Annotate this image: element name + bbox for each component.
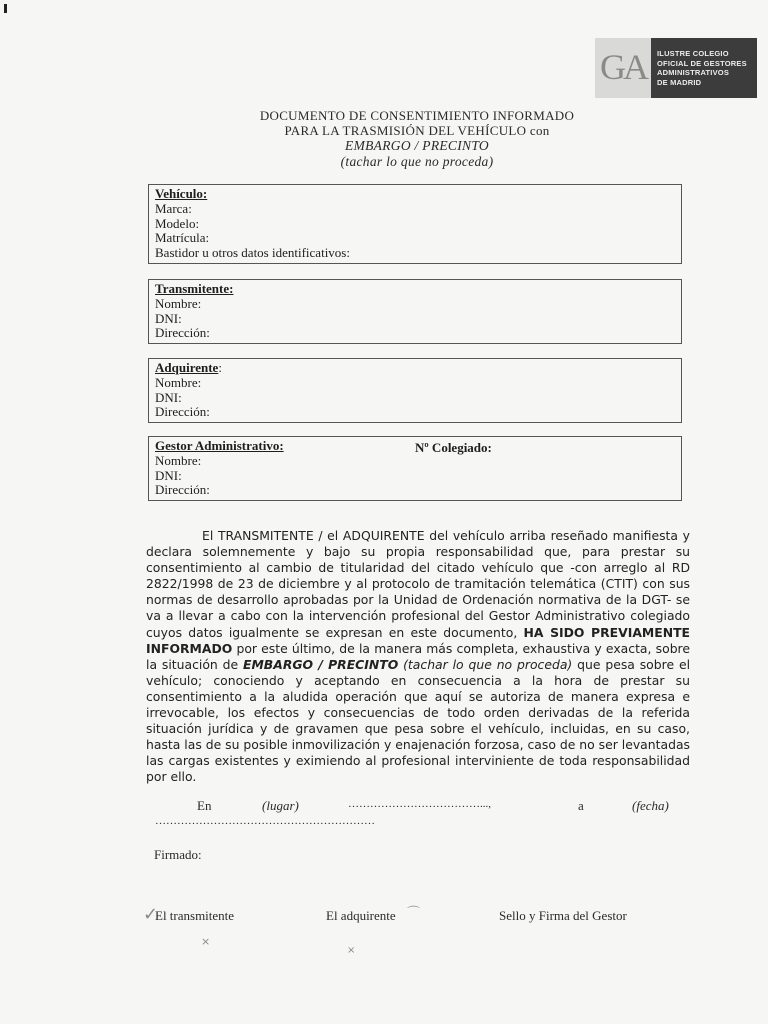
logo-text-box [651, 38, 757, 98]
consent-text-part: que pesa sobre el vehículo; conociendo y aceptando en consecuencia a la hora de prestar su consentimiento a la aludida operación que aquí se autoriza de manera expresa e irrevocable, los efectos y consecuencias de todo orden derivadas de la referida situación jurídica y de gravamen que pesa sobre el vehículo, incluidas, en su caso, hasta las de su posible inmovilización y enajenación forzosa, caso de no ser levantadas las cargas existentes y eximiendo al profesional interviniente de toda responsabilidad por ello. [146, 656, 691, 785]
logo-line: DE MADRID [657, 77, 702, 87]
adquirente-signature-label: El adquirente [326, 908, 396, 923]
tachar-note: (tachar lo que no proceda) [398, 656, 573, 672]
consent-bold-text: HA SIDO PREVIAMENTE INFORMADO [146, 624, 690, 656]
logo-line: ILUSTRE COLEGIO [657, 49, 729, 58]
logo-line: OFICIAL DE GESTORES [657, 58, 747, 68]
section-title: Vehículo: [155, 186, 208, 201]
section-title-row [155, 361, 675, 376]
field-nombre: Nombre: [155, 295, 202, 311]
title-line-4: (tachar lo que no proceda) [340, 154, 494, 169]
consent-text [146, 528, 690, 786]
title-line-3: EMBARGO / PRECINTO [345, 138, 489, 153]
en-label: En [197, 798, 212, 813]
pen-cross-mark: × [201, 935, 211, 948]
section-title: Transmitente: [155, 281, 234, 296]
logo-line: ADMINISTRATIVOS [657, 68, 730, 77]
title-line-1: DOCUMENTO DE CONSENTIMIENTO INFORMADO [259, 108, 575, 123]
field-dni: DNI: [155, 467, 182, 483]
gestor-section [148, 436, 682, 501]
consent-paragraph [146, 528, 690, 786]
pen-tick-mark: ✓ [143, 904, 159, 925]
field-nombre: Nombre: [155, 374, 202, 390]
field-marca: Marca: [155, 200, 192, 216]
gestor-signature-label: Sello y Firma del Gestor [499, 908, 627, 923]
pen-cross-mark: × [347, 945, 356, 956]
a-label: a [578, 798, 584, 813]
transmitente-signature-label: El transmitente [155, 908, 235, 923]
field-direccion: Dirección: [155, 325, 210, 341]
field-dni: DNI: [155, 389, 182, 405]
scan-speck [4, 4, 7, 13]
section-title: Adquirente [155, 360, 219, 375]
section-title-colon: : [218, 360, 222, 375]
embargo-precinto-text: EMBARGO / PRECINTO [243, 656, 399, 672]
consent-text-part: El TRANSMITENTE / el ADQUIRENTE del vehículo arriba reseñado manifiesta y declara solemnemente y bajo su propia responsabilidad que, para prestar su consentimiento al cambio de titularidad del citado vehículo que -con arreglo al RD 2822/1998 de 23 de diciembre y al protocolo de tramitación telemática (CTIT) con sus normas de desarrollo aprobadas por la Unidad de Ordenación normativa de la DGT- se va a llevar a cabo con la intervención profesional del Gestor Administrativo colegiado cuyos datos igualmente se expresan en este documento, [146, 528, 690, 640]
transmitente-section [148, 279, 682, 344]
colegiado-label: Nº Colegiado: [415, 440, 492, 455]
section-title: Gestor Administrativo: [155, 438, 284, 453]
document-title [0, 108, 768, 170]
field-bastidor: Bastidor u otros datos identificativos: [155, 245, 350, 261]
consent-text-part: por este último, de la manera más completa, exhaustiva y exacta, sobre la situación de [146, 640, 690, 672]
dotted-line: …………………………………………………… [155, 815, 375, 827]
dotted-line: ………………………………..., [348, 798, 491, 810]
field-direccion: Dirección: [155, 404, 210, 420]
vehiculo-section [148, 184, 682, 264]
field-modelo: Modelo: [155, 215, 200, 231]
field-dni: DNI: [155, 310, 182, 326]
title-line-2: PARA LA TRASMISIÓN DEL VEHÍCULO con [284, 123, 550, 138]
logo-mark: GA [595, 38, 651, 98]
lugar-placeholder: (lugar) [262, 798, 299, 813]
fecha-placeholder: (fecha) [632, 798, 669, 813]
colegio-logo [595, 38, 757, 98]
pen-mark: ⌒ [407, 906, 421, 921]
field-nombre: Nombre: [155, 452, 202, 468]
field-direccion: Dirección: [155, 482, 210, 498]
firmado-label: Firmado: [154, 847, 202, 862]
adquirente-section [148, 358, 682, 423]
field-matricula: Matrícula: [155, 230, 210, 246]
